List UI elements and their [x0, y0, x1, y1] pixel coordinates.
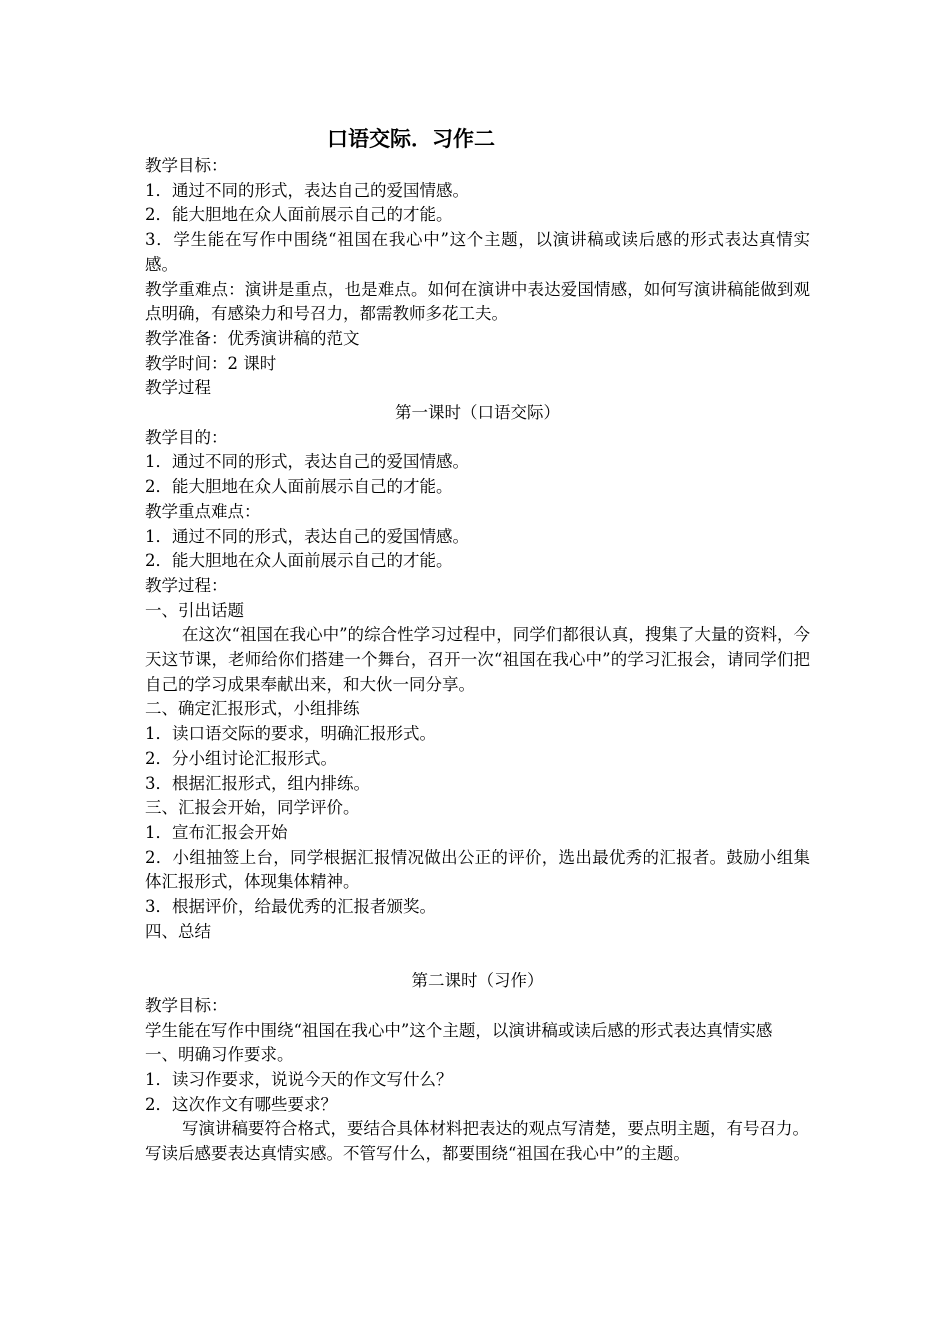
lesson-1-step: 二、确定汇报形式，小组排练	[145, 699, 360, 719]
teaching-goals-label: 教学目标：	[145, 156, 228, 175]
intro-paragraph: 在这次“祖国在我心中”的综合性学习过程中，同学们都很认真，搜集了大量的资料，今天这节课，老师给你们搭建一个舞台，召开一次“祖国在我心中”的学习汇报会，请同学们把自己的学习成果奉献出来，和大伙一同分享。	[145, 625, 810, 694]
document-title: 口语交际．习作二	[327, 127, 495, 151]
lesson-1-line: 2．能大胆地在众人面前展示自己的才能。	[145, 551, 453, 571]
lesson-1-line: 教学目的：	[145, 427, 228, 447]
key-difficulty-paragraph: 教学重难点：演讲是重点，也是难点。如何在演讲中表达爱国情感，如何写演讲稿能做到观点明确，有感染力和号召力，都需教师多花工夫。	[145, 279, 810, 324]
lesson-1-step: 3．根据汇报形式，组内排练。	[145, 773, 370, 793]
lesson-1-line: 1．通过不同的形式，表达自己的爱国情感。	[145, 452, 469, 472]
lesson-1-step: 三、汇报会开始，同学评价。	[145, 798, 360, 818]
lesson-1-step: 2．小组抽签上台，同学根据汇报情况做出公正的评价，选出最优秀的汇报者。鼓励小组集体汇报形式，体现集体精神。	[145, 847, 810, 892]
blank-line	[145, 945, 810, 970]
lesson-1-step: 1．宣布汇报会开始	[145, 822, 288, 842]
lesson-2-line: 学生能在写作中围绕“祖国在我心中”这个主题，以演讲稿或读后感的形式表达真情实感	[145, 1020, 773, 1040]
lesson-2-heading: 第二课时（习作）	[411, 971, 544, 991]
teaching-process-label: 教学过程	[145, 378, 211, 398]
lesson-2-line: 1．读习作要求，说说今天的作文写什么？	[145, 1070, 453, 1089]
lesson-1-step: 2．分小组讨论汇报形式。	[145, 748, 337, 768]
lesson-2-line: 2．这次作文有哪些要求？	[145, 1094, 337, 1114]
lesson-1-line: 1．通过不同的形式，表达自己的爱国情感。	[145, 526, 469, 546]
lesson-1-line: 教学过程：	[145, 575, 228, 595]
lesson-1-step: 四、总结	[145, 921, 211, 941]
lesson-1-line: 一、引出话题	[145, 600, 244, 620]
lesson-1-line: 2．能大胆地在众人面前展示自己的才能。	[145, 477, 453, 497]
goal-item-3: 3．学生能在写作中围绕“祖国在我心中”这个主题，以演讲稿或读后感的形式表达真情实感。	[145, 230, 810, 274]
goal-item-2: 2．能大胆地在众人面前展示自己的才能。	[145, 205, 453, 225]
lesson-2-line: 一、明确习作要求。	[145, 1045, 294, 1065]
lesson-2-last-line: 写读后感要表达真情实感。不管写什么，都要围绕“祖国在我心中”的主题。	[145, 1144, 690, 1164]
speech-paragraph: 写演讲稿要符合格式，要结合具体材料把表达的观点写清楚，要点明主题，有号召力。	[182, 1119, 809, 1139]
lesson-1-line: 教学重点难点：	[145, 501, 261, 521]
teaching-time: 教学时间：2 课时	[145, 353, 277, 373]
teaching-preparation: 教学准备：优秀演讲稿的范文	[145, 328, 360, 348]
document-page	[145, 126, 810, 1167]
goal-item-1: 1．通过不同的形式，表达自己的爱国情感。	[145, 180, 469, 200]
lesson-2-line: 教学目标：	[145, 995, 228, 1015]
lesson-1-step: 1．读口语交际的要求，明确汇报形式。	[145, 724, 436, 744]
lesson-1-heading: 第一课时（口语交际）	[395, 403, 560, 423]
lesson-1-step: 3．根据评价，给最优秀的汇报者颁奖。	[145, 897, 436, 917]
